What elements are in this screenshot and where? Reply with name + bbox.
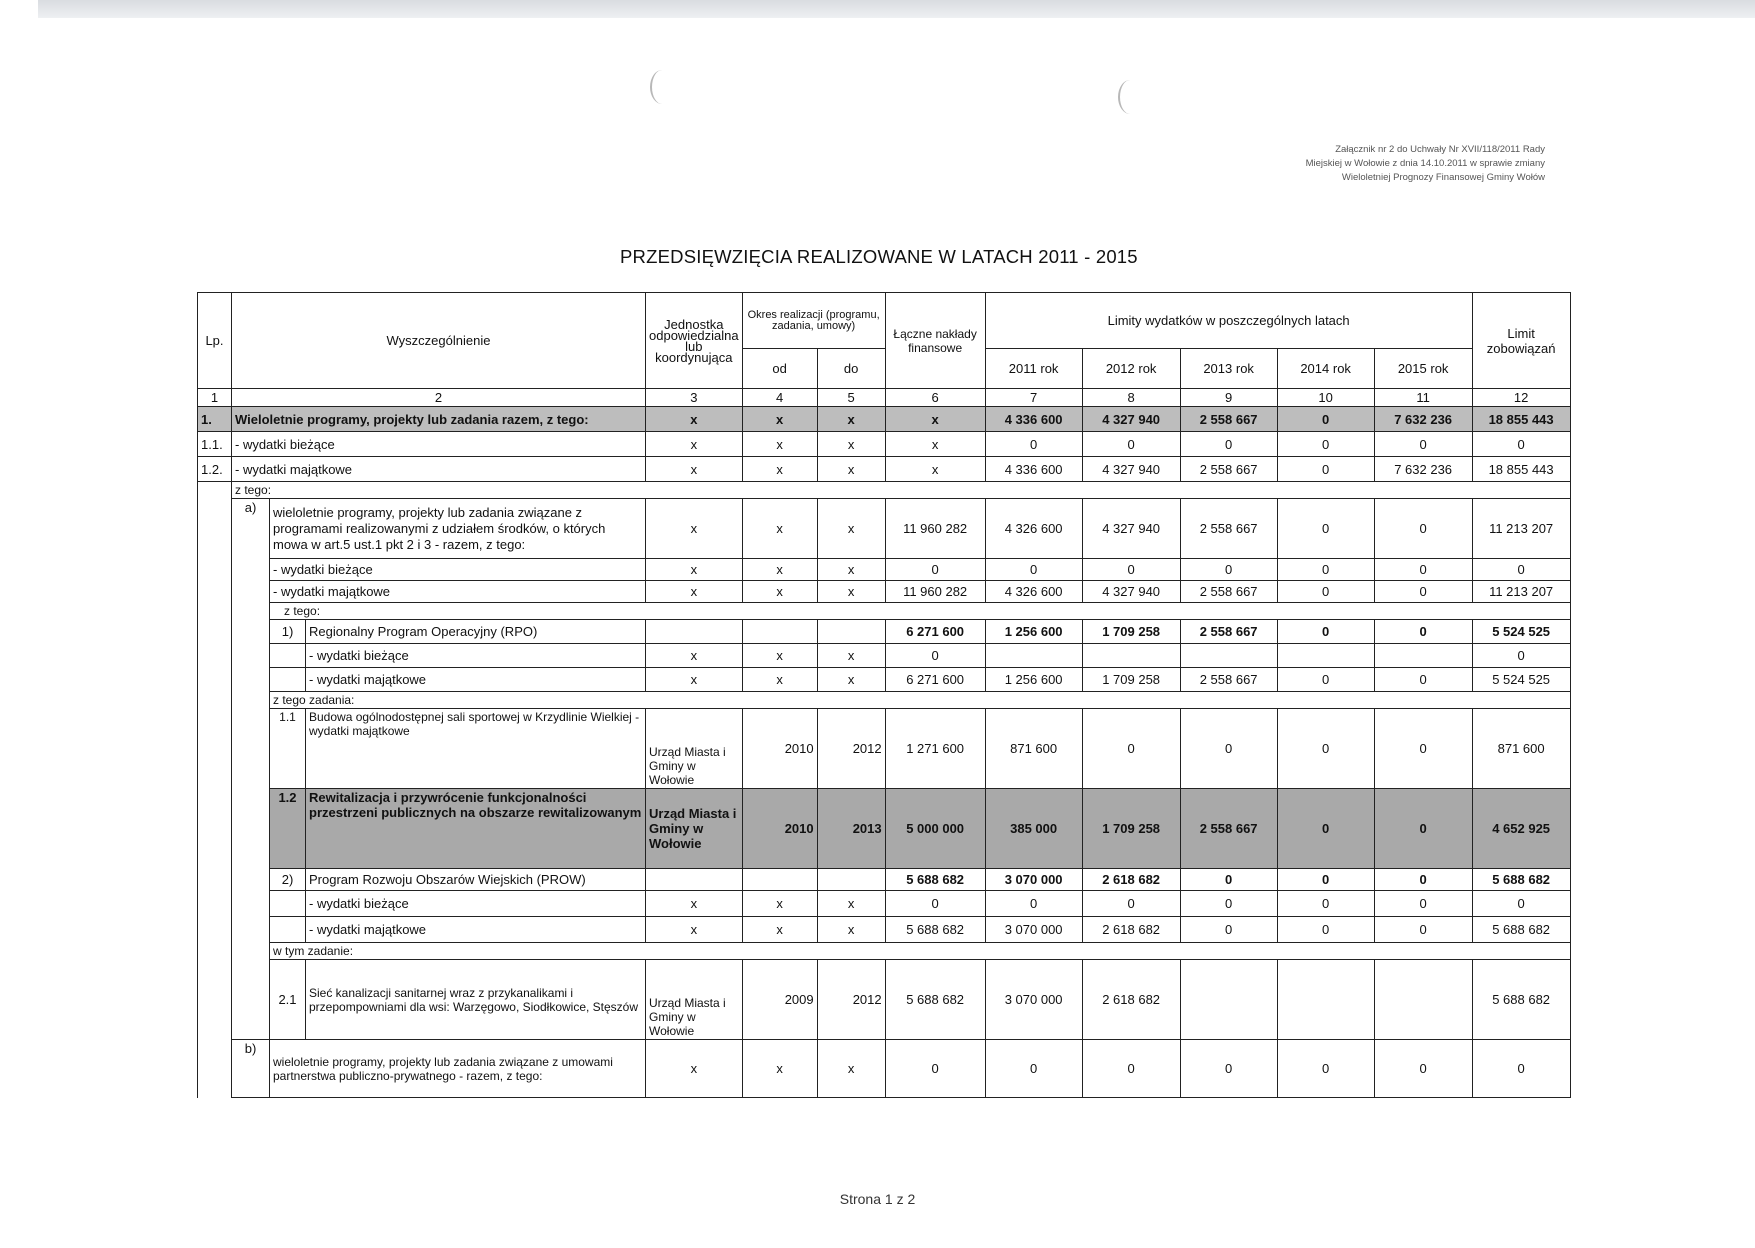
- table-row: 1.1. - wydatki bieżące x x x x 0 0 0 0 0 0: [198, 432, 1571, 457]
- table-row: 1. Wieloletnie programy, projekty lub zadania razem, z tego: x x x x 4 336 600 4 327 940 2 558 667 0 7 632 236 18 855 443: [198, 407, 1571, 432]
- table-row: 2.1 Sieć kanalizacji sanitarnej wraz z przykanalikami i przepompowniami dla wsi: Warzęgowo, Siodłkowice, Stęszów Urząd Miasta i Gminy w Wołowie 2009 2012 5 688 682 3 070 000 2 618 682 5 688 682: [198, 960, 1571, 1040]
- table-row: - wydatki majątkowe x x x 5 688 682 3 070 000 2 618 682 0 0 0 5 688 682: [198, 917, 1571, 943]
- table-row: 1.2 Rewitalizacja i przywrócenie funkcjonalności przestrzeni publicznych na obszarze rewitalizowanym Urząd Miasta i Gminy w Wołowie 2010 2013 5 000 000 385 000 1 709 258 2 558 667 0 0 4 652 925: [198, 789, 1571, 869]
- table-row: - wydatki bieżące x x x 0 0: [198, 644, 1571, 668]
- header-unit: Jednostka odpowiedzialna lub koordynująca: [646, 293, 743, 389]
- header-2014: 2014 rok: [1277, 349, 1374, 389]
- header-from: od: [742, 349, 817, 389]
- table-row: 1) Regionalny Program Operacyjny (RPO) 6 271 600 1 256 600 1 709 258 2 558 667 0 0 5 524 525: [198, 620, 1571, 644]
- page-footer: Strona 1 z 2: [839, 1191, 916, 1207]
- projects-table: [197, 292, 1571, 1098]
- header-2012: 2012 rok: [1082, 349, 1180, 389]
- table-row: a) wieloletnie programy, projekty lub zadania związane z programami realizowanymi z udziałem środków, o których mowa w art.5 ust.1 pkt 2 i 3 - razem, z tego: x x x 11 960 282 4 326 600 4 327 940 2 558 667 0 0 11 213 207: [198, 499, 1571, 559]
- header-total: Łączne nakłady finansowe: [885, 293, 985, 389]
- table-row: - wydatki bieżące x x x 0 0 0 0 0 0 0: [198, 559, 1571, 581]
- table-row: z tego:: [198, 603, 1571, 620]
- table-row: 1.1 Budowa ogólnodostępnej sali sportowej w Krzydlinie Wielkiej - wydatki majątkowe Urząd Miasta i Gminy w Wołowie 2010 2012 1 271 600 871 600 0 0 0 0 871 600: [198, 709, 1571, 789]
- table-row: z tego:: [198, 482, 1571, 499]
- header-row: [198, 293, 1571, 349]
- header-to: do: [817, 349, 885, 389]
- header-2013: 2013 rok: [1180, 349, 1277, 389]
- header-commitment-limit: Limit zobowiązań: [1472, 293, 1570, 389]
- table-row: 1.2. - wydatki majątkowe x x x x 4 336 600 4 327 940 2 558 667 0 7 632 236 18 855 443: [198, 457, 1571, 482]
- header-lp: Lp.: [198, 293, 232, 389]
- header-2011: 2011 rok: [985, 349, 1082, 389]
- page-title: PRZEDSIĘWZIĘCIA REALIZOWANE W LATACH 2011 - 2015: [620, 246, 1138, 267]
- table-row: z tego zadania:: [198, 692, 1571, 709]
- table-row: - wydatki majątkowe x x x 6 271 600 1 256 600 1 709 258 2 558 667 0 0 5 524 525: [198, 668, 1571, 692]
- scan-top-band: [38, 0, 1755, 18]
- punch-hole-mark: [650, 70, 674, 104]
- table-row: w tym zadanie:: [198, 943, 1571, 960]
- table-row: 2) Program Rozwoju Obszarów Wiejskich (PROW) 5 688 682 3 070 000 2 618 682 0 0 0 5 688 682: [198, 869, 1571, 891]
- table-row: - wydatki majątkowe x x x 11 960 282 4 326 600 4 327 940 2 558 667 0 0 11 213 207: [198, 581, 1571, 603]
- column-numbers-row: 1 2 3 4 5 6 7 8 9 10 11 12: [198, 389, 1571, 407]
- header-description: Wyszczególnienie: [232, 293, 646, 389]
- table-row: b) wieloletnie programy, projekty lub zadania związane z umowami partnerstwa publiczno-prywatnego - razem, z tego: x x x 0 0 0 0 0 0 0: [198, 1040, 1571, 1098]
- punch-hole-mark: [1118, 80, 1142, 114]
- header-limits: Limity wydatków w poszczególnych latach: [985, 293, 1472, 349]
- header-2015: 2015 rok: [1374, 349, 1472, 389]
- attachment-note: Załącznik nr 2 do Uchwały Nr XVII/118/2011 Rady Miejskiej w Wołowie z dnia 14.10.2011 w sprawie zmiany Wieloletniej Prognozy Finansowej Gminy Wołów: [1305, 144, 1545, 183]
- table-row: - wydatki bieżące x x x 0 0 0 0 0 0 0: [198, 891, 1571, 917]
- header-period: Okres realizacji (programu, zadania, umowy): [742, 293, 885, 349]
